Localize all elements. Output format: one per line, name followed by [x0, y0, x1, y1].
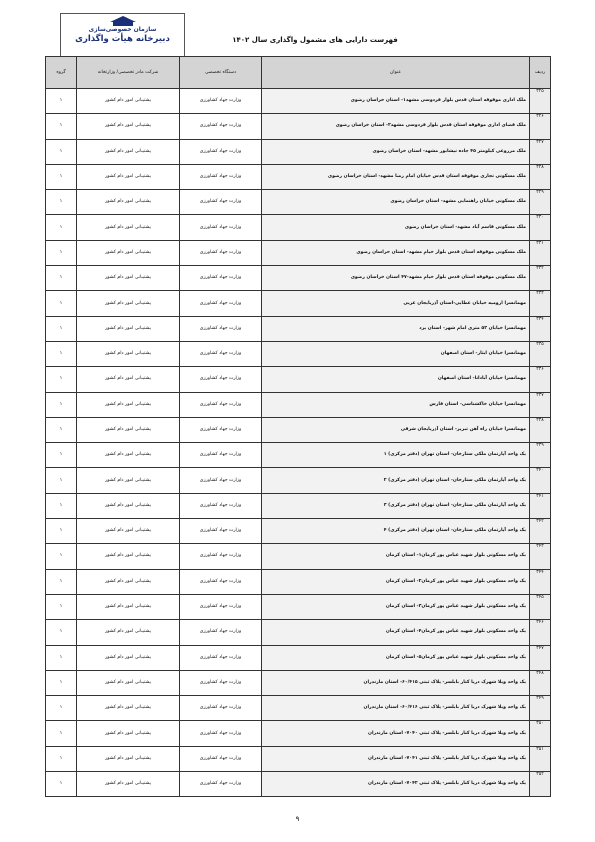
row-number-cell: ۳۲۸: [530, 164, 551, 189]
company-cell: پشتیبانی امور دام کشور: [77, 696, 180, 721]
table-row: [46, 493, 551, 518]
asset-title-cell: یک واحد مسکونی بلوار شهید عباس پور کرمان۴- استان کرمان: [262, 620, 530, 645]
asset-title-cell: یک واحد مسکونی بلوار شهید عباس پور کرمان۳- استان کرمان: [262, 594, 530, 619]
company-cell: پشتیبانی امور دام کشور: [77, 443, 180, 468]
company-cell: پشتیبانی امور دام کشور: [77, 519, 180, 544]
asset-title-cell: یک واحد ویلا شهرک دریا کنار بابلسر- پلاک ثبتی ۷۰۴۱- استان مازندران: [262, 746, 530, 771]
row-number-cell: ۳۳۷: [530, 392, 551, 417]
device-cell: وزارت جهاد کشاورزی: [180, 291, 262, 316]
company-cell: پشتیبانی امور دام کشور: [77, 569, 180, 594]
group-cell: ۱: [46, 367, 77, 392]
table-row: [46, 721, 551, 746]
asset-title-cell: یک واحد ویلا شهرک دریا کنار بابلسر- پلاک ثبتی ۶۰/۴۱۵- استان مازندران: [262, 670, 530, 695]
device-cell: وزارت جهاد کشاورزی: [180, 746, 262, 771]
table-row: [46, 696, 551, 721]
company-cell: پشتیبانی امور دام کشور: [77, 139, 180, 164]
group-cell: ۱: [46, 139, 77, 164]
group-cell: ۱: [46, 468, 77, 493]
company-cell: پشتیبانی امور دام کشور: [77, 266, 180, 291]
group-cell: ۱: [46, 392, 77, 417]
device-cell: وزارت جهاد کشاورزی: [180, 519, 262, 544]
table-row: [46, 417, 551, 442]
header-device: دستگاه تخصصی: [180, 57, 262, 89]
asset-title-cell: مهمانسرا ارومیه خیابان عطایی-استان آذربایجان غربی: [262, 291, 530, 316]
device-cell: وزارت جهاد کشاورزی: [180, 544, 262, 569]
asset-title-cell: ملک مسکونی موقوفه استان قدس بلوار خیام مشهد-۴۷ استان خراسان رضوی: [262, 266, 530, 291]
asset-title-cell: یک واحد ویلا شهرک دریا کنار بابلسر- پلاک ثبتی ۷۰۴۲- استان مازندران: [262, 772, 530, 797]
table-row: [46, 367, 551, 392]
table-row: [46, 341, 551, 366]
building-logo-icon: [110, 16, 136, 26]
device-cell: وزارت جهاد کشاورزی: [180, 114, 262, 139]
company-cell: پشتیبانی امور دام کشور: [77, 190, 180, 215]
row-number-cell: ۳۵۱: [530, 746, 551, 771]
group-cell: ۱: [46, 89, 77, 114]
group-cell: ۱: [46, 670, 77, 695]
company-cell: پشتیبانی امور دام کشور: [77, 114, 180, 139]
device-cell: وزارت جهاد کشاورزی: [180, 139, 262, 164]
company-cell: پشتیبانی امور دام کشور: [77, 645, 180, 670]
row-number-cell: ۳۴۵: [530, 594, 551, 619]
row-number-cell: ۳۲۵: [530, 89, 551, 114]
device-cell: وزارت جهاد کشاورزی: [180, 392, 262, 417]
table-row: [46, 139, 551, 164]
company-cell: پشتیبانی امور دام کشور: [77, 341, 180, 366]
group-cell: ۱: [46, 240, 77, 265]
group-cell: ۱: [46, 594, 77, 619]
document-title: فهرست دارایی های مشمول واگذاری سال ۱۴۰۲: [232, 36, 398, 44]
device-cell: وزارت جهاد کشاورزی: [180, 190, 262, 215]
company-cell: پشتیبانی امور دام کشور: [77, 620, 180, 645]
device-cell: وزارت جهاد کشاورزی: [180, 721, 262, 746]
group-cell: ۱: [46, 316, 77, 341]
asset-title-cell: ملک مسکونی قاسم آباد مشهد- استان خراسان رضوی: [262, 215, 530, 240]
asset-title-cell: یک واحد مسکونی بلوار شهید عباس پور کرمان۲- استان کرمان: [262, 569, 530, 594]
organization-logo: [60, 13, 185, 57]
row-number-cell: ۳۳۴: [530, 316, 551, 341]
table-header-row: [46, 57, 551, 89]
group-cell: ۱: [46, 620, 77, 645]
device-cell: وزارت جهاد کشاورزی: [180, 164, 262, 189]
row-number-cell: ۳۲۹: [530, 190, 551, 215]
table-row: [46, 772, 551, 797]
logo-section-name: دبیرخانه هیأت واگذاری: [75, 34, 170, 44]
group-cell: ۱: [46, 266, 77, 291]
group-cell: ۱: [46, 696, 77, 721]
header-title: عنوان: [262, 57, 530, 89]
asset-title-cell: یک واحد مسکونی بلوار شهید عباس پور کرمان۱- استان کرمان: [262, 544, 530, 569]
table-row: [46, 468, 551, 493]
group-cell: ۱: [46, 417, 77, 442]
asset-title-cell: ملک اداری موقوفه استان قدس بلوار فردوسی مشهد۱- استان خراسان رضوی: [262, 89, 530, 114]
header-company: شرکت مادر تخصصی/ وزارتخانه: [77, 57, 180, 89]
device-cell: وزارت جهاد کشاورزی: [180, 696, 262, 721]
company-cell: پشتیبانی امور دام کشور: [77, 240, 180, 265]
table-row: [46, 215, 551, 240]
asset-title-cell: ملک فضای اداری موقوفه استان قدس بلوار فردوسی مشهد۲- استان خراسان رضوی: [262, 114, 530, 139]
company-cell: پشتیبانی امور دام کشور: [77, 392, 180, 417]
row-number-cell: ۳۲۶: [530, 114, 551, 139]
group-cell: ۱: [46, 190, 77, 215]
row-number-cell: ۳۴۴: [530, 569, 551, 594]
group-cell: ۱: [46, 569, 77, 594]
company-cell: پشتیبانی امور دام کشور: [77, 367, 180, 392]
device-cell: وزارت جهاد کشاورزی: [180, 569, 262, 594]
company-cell: پشتیبانی امور دام کشور: [77, 670, 180, 695]
row-number-cell: ۳۳۶: [530, 367, 551, 392]
asset-title-cell: ملک مسکونی خیابان راهنمایی مشهد- استان خراسان رضوی: [262, 190, 530, 215]
table-row: [46, 392, 551, 417]
asset-title-cell: مهمانسرا خیابان راه آهن تبریز- استان آذربایجان شرقی: [262, 417, 530, 442]
group-cell: ۱: [46, 772, 77, 797]
asset-title-cell: یک واحد آپارتمان ملکی ستارخان- استان تهران (دفتر مرکزی) ۲: [262, 468, 530, 493]
device-cell: وزارت جهاد کشاورزی: [180, 266, 262, 291]
company-cell: پشتیبانی امور دام کشور: [77, 468, 180, 493]
row-number-cell: ۳۳۵: [530, 341, 551, 366]
device-cell: وزارت جهاد کشاورزی: [180, 594, 262, 619]
row-number-cell: ۳۳۲: [530, 266, 551, 291]
row-number-cell: ۳۴۲: [530, 519, 551, 544]
group-cell: ۱: [46, 443, 77, 468]
row-number-cell: ۳۴۳: [530, 544, 551, 569]
logo-org-name: سازمان خصوصی‌سازی: [88, 26, 157, 33]
table-row: [46, 519, 551, 544]
header-group: گروه: [46, 57, 77, 89]
group-cell: ۱: [46, 341, 77, 366]
group-cell: ۱: [46, 721, 77, 746]
row-number-cell: ۳۴۹: [530, 696, 551, 721]
table-row: [46, 746, 551, 771]
asset-title-cell: مهمانسرا خیابان ۵۲ متری امام شهر- استان یزد: [262, 316, 530, 341]
row-number-cell: ۳۳۸: [530, 417, 551, 442]
asset-title-cell: ملک مزروعی کیلومتر ۴۵ جاده نیشابور مشهد- استان خراسان رضوی: [262, 139, 530, 164]
row-number-cell: ۳۴۶: [530, 620, 551, 645]
table-row: [46, 316, 551, 341]
group-cell: ۱: [46, 519, 77, 544]
device-cell: وزارت جهاد کشاورزی: [180, 772, 262, 797]
asset-title-cell: یک واحد ویلا شهرک دریا کنار بابلسر- پلاک ثبتی ۶۰/۴۱۶- استان مازندران: [262, 696, 530, 721]
header-row-number: ردیف: [530, 57, 551, 89]
assets-table: [45, 56, 551, 797]
asset-title-cell: مهمانسرا خیابان ایثار- استان اصفهان: [262, 341, 530, 366]
table-row: [46, 620, 551, 645]
company-cell: پشتیبانی امور دام کشور: [77, 316, 180, 341]
table-row: [46, 266, 551, 291]
device-cell: وزارت جهاد کشاورزی: [180, 417, 262, 442]
table-row: [46, 114, 551, 139]
asset-title-cell: یک واحد آپارتمان ملکی ستارخان- استان تهران (دفتر مرکزی) ۴: [262, 519, 530, 544]
row-number-cell: ۳۴۰: [530, 468, 551, 493]
row-number-cell: ۳۳۹: [530, 443, 551, 468]
company-cell: پشتیبانی امور دام کشور: [77, 544, 180, 569]
company-cell: پشتیبانی امور دام کشور: [77, 291, 180, 316]
device-cell: وزارت جهاد کشاورزی: [180, 493, 262, 518]
company-cell: پشتیبانی امور دام کشور: [77, 417, 180, 442]
device-cell: وزارت جهاد کشاورزی: [180, 215, 262, 240]
group-cell: ۱: [46, 746, 77, 771]
table-row: [46, 645, 551, 670]
table-row: [46, 443, 551, 468]
company-cell: پشتیبانی امور دام کشور: [77, 746, 180, 771]
company-cell: پشتیبانی امور دام کشور: [77, 594, 180, 619]
company-cell: پشتیبانی امور دام کشور: [77, 89, 180, 114]
table-row: [46, 164, 551, 189]
device-cell: وزارت جهاد کشاورزی: [180, 316, 262, 341]
asset-title-cell: یک واحد ویلا شهرک دریا کنار بابلسر- پلاک ثبتی ۷۰۴۰- استان مازندران: [262, 721, 530, 746]
table-row: [46, 594, 551, 619]
device-cell: وزارت جهاد کشاورزی: [180, 670, 262, 695]
asset-title-cell: مهمانسرا خیابان آبادانا- استان اصفهان: [262, 367, 530, 392]
asset-title-cell: یک واحد مسکونی بلوار شهید عباس پور کرمان۵- استان کرمان: [262, 645, 530, 670]
row-number-cell: ۳۲۷: [530, 139, 551, 164]
row-number-cell: ۳۴۱: [530, 493, 551, 518]
group-cell: ۱: [46, 215, 77, 240]
table-row: [46, 240, 551, 265]
device-cell: وزارت جهاد کشاورزی: [180, 341, 262, 366]
asset-title-cell: مهمانسرا خیابان خاکشناسی- استان فارس: [262, 392, 530, 417]
table-row: [46, 89, 551, 114]
asset-title-cell: یک واحد آپارتمان ملکی ستارخان- استان تهران (دفتر مرکزی) ۱: [262, 443, 530, 468]
device-cell: وزارت جهاد کشاورزی: [180, 240, 262, 265]
device-cell: وزارت جهاد کشاورزی: [180, 620, 262, 645]
table-row: [46, 670, 551, 695]
row-number-cell: ۳۳۳: [530, 291, 551, 316]
device-cell: وزارت جهاد کشاورزی: [180, 645, 262, 670]
device-cell: وزارت جهاد کشاورزی: [180, 367, 262, 392]
asset-title-cell: یک واحد آپارتمان ملکی ستارخان- استان تهران (دفتر مرکزی) ۳: [262, 493, 530, 518]
table-row: [46, 569, 551, 594]
row-number-cell: ۳۵۲: [530, 772, 551, 797]
group-cell: ۱: [46, 645, 77, 670]
asset-title-cell: ملک مسکونی موقوفه استان قدس بلوار خیام مشهد- استان خراسان رضوی: [262, 240, 530, 265]
group-cell: ۱: [46, 164, 77, 189]
row-number-cell: ۳۳۱: [530, 240, 551, 265]
company-cell: پشتیبانی امور دام کشور: [77, 164, 180, 189]
row-number-cell: ۳۳۰: [530, 215, 551, 240]
row-number-cell: ۳۴۷: [530, 645, 551, 670]
asset-title-cell: ملک مسکونی تجاری موقوفه استان قدس خیابان امام رضا مشهد- استان خراسان رضوی: [262, 164, 530, 189]
group-cell: ۱: [46, 544, 77, 569]
table-row: [46, 291, 551, 316]
row-number-cell: ۳۵۰: [530, 721, 551, 746]
device-cell: وزارت جهاد کشاورزی: [180, 443, 262, 468]
group-cell: ۱: [46, 291, 77, 316]
company-cell: پشتیبانی امور دام کشور: [77, 772, 180, 797]
page-number: ۹: [295, 815, 300, 823]
company-cell: پشتیبانی امور دام کشور: [77, 215, 180, 240]
group-cell: ۱: [46, 114, 77, 139]
table-row: [46, 190, 551, 215]
company-cell: پشتیبانی امور دام کشور: [77, 721, 180, 746]
group-cell: ۱: [46, 493, 77, 518]
row-number-cell: ۳۴۸: [530, 670, 551, 695]
table-row: [46, 544, 551, 569]
company-cell: پشتیبانی امور دام کشور: [77, 493, 180, 518]
device-cell: وزارت جهاد کشاورزی: [180, 89, 262, 114]
device-cell: وزارت جهاد کشاورزی: [180, 468, 262, 493]
